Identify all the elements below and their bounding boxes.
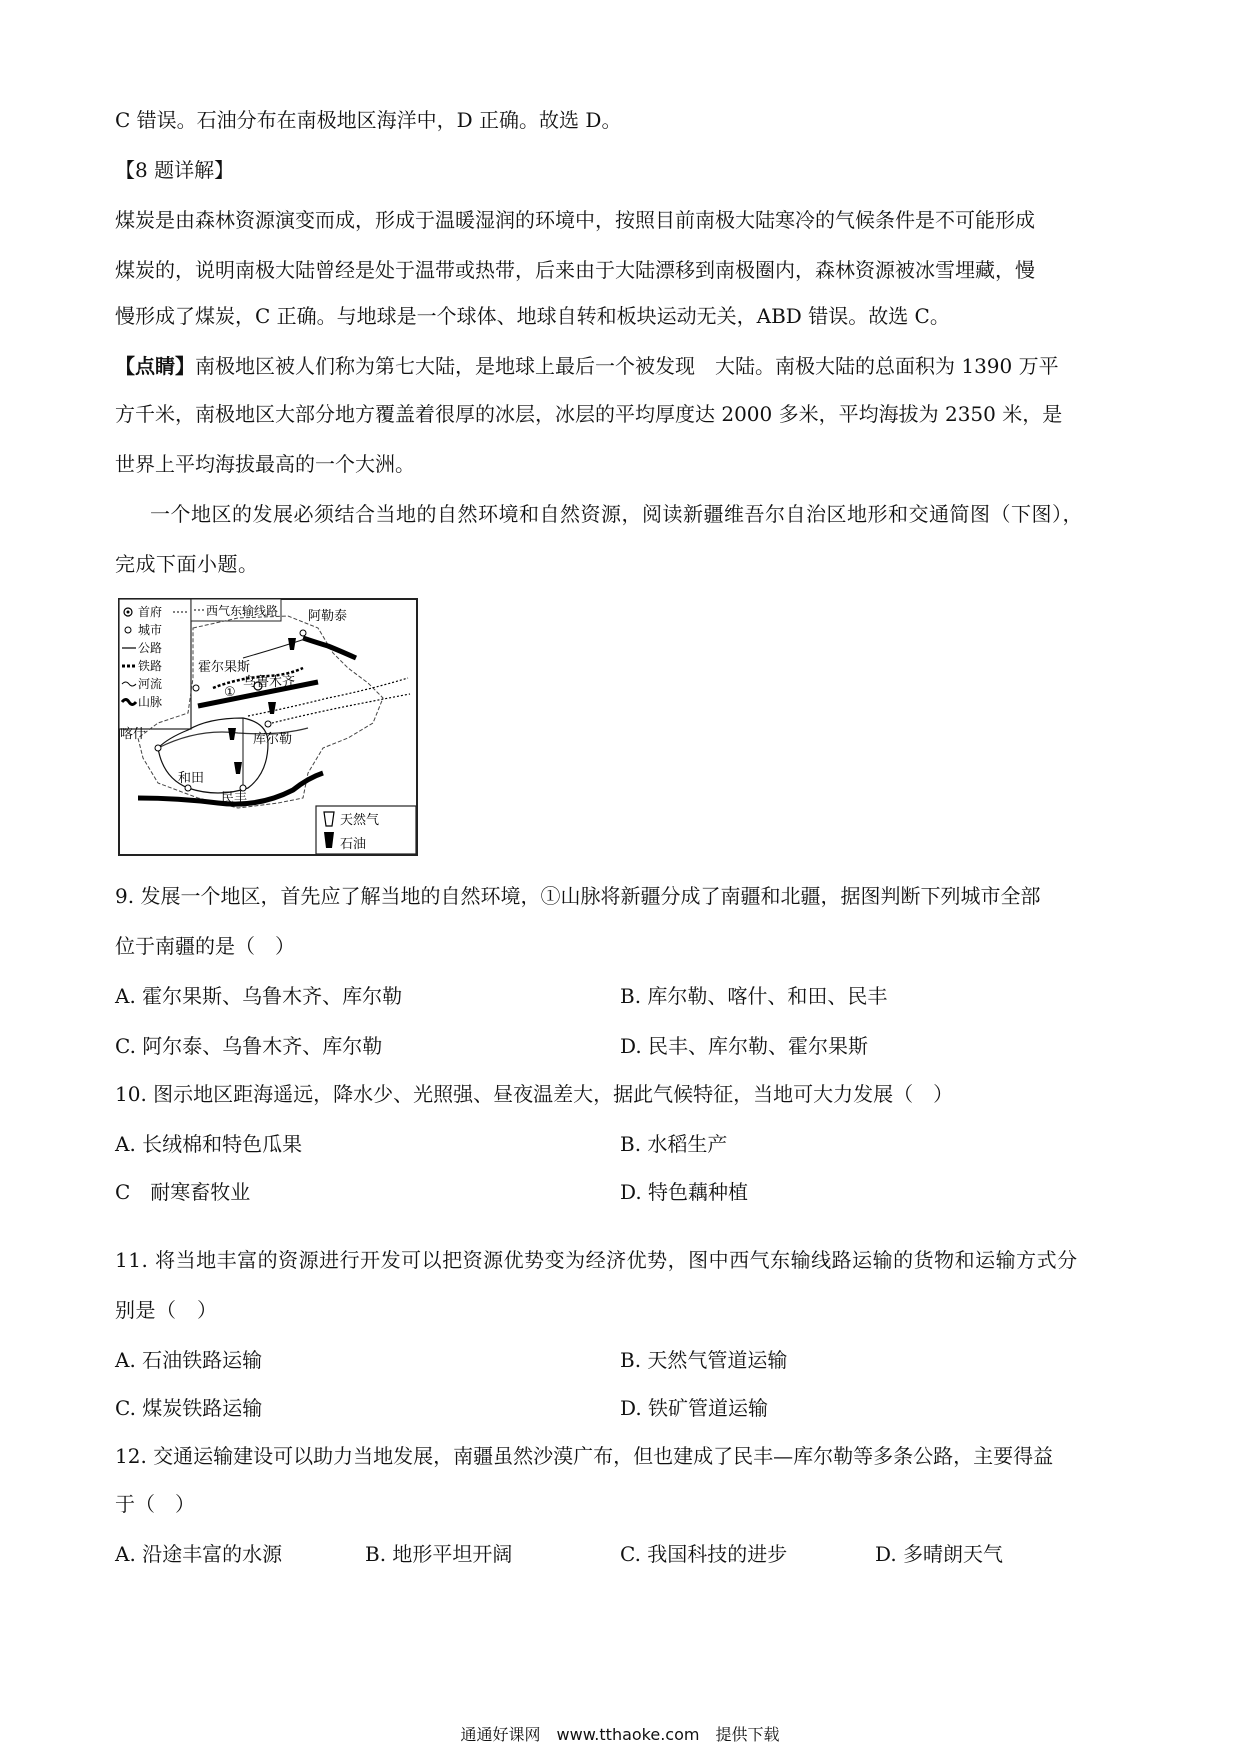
q12-stem: 12. 交通运输建设可以助力当地发展，南疆虽然沙漠广布，但也建成了民丰—库尔勒等多条公路，主要得益 <box>115 1444 1054 1468</box>
city-kashgar: 喀什 <box>120 727 147 742</box>
q9-option-d: D. 民丰、库尔勒、霍尔果斯 <box>620 1034 869 1058</box>
legend-oil: 石油 <box>340 837 367 852</box>
q11-stem: 别是（ ） <box>115 1298 218 1322</box>
text-line: 煤炭是由森林资源演变而成，形成于温暖湿润的环境中，按照目前南极大陆寒冷的气候条件是不可能形成 <box>115 208 1035 232</box>
q10-option-a: A. 长绒棉和特色瓜果 <box>115 1132 303 1156</box>
horgos-city-dot <box>193 685 199 691</box>
city-urumqi: 乌鲁木齐 <box>243 675 296 690</box>
q12-stem: 于（ ） <box>115 1492 195 1516</box>
legend-city: 城市 <box>138 623 163 637</box>
legend-capital: 首府 <box>138 605 163 619</box>
q12-option-d: D. 多晴朗天气 <box>875 1542 1004 1566</box>
q9-option-c: C. 阿尔泰、乌鲁木齐、库尔勒 <box>115 1034 383 1058</box>
text-line: 方千米，南极地区大部分地方覆盖着很厚的冰层，冰层的平均厚度达 2000 多米，平均海拔为 2350 米，是 <box>115 402 1063 426</box>
q11-option-a: A. 石油铁路运输 <box>115 1348 263 1372</box>
city-korla: 库尔勒 <box>253 732 293 747</box>
q10-option-b: B. 水稻生产 <box>620 1132 728 1156</box>
q10-option-d: D. 特色藕种植 <box>620 1180 749 1204</box>
q12-option-c: C. 我国科技的进步 <box>620 1542 788 1566</box>
legend-river: 河流 <box>138 677 163 691</box>
legend-railway: 铁路 <box>138 659 163 673</box>
q9-stem: 9. 发展一个地区，首先应了解当地的自然环境，①山脉将新疆分成了南疆和北疆，据图判断下列城市全部 <box>115 884 1041 908</box>
tip-tag: 【点睛】 <box>115 354 195 378</box>
q9-stem: 位于南疆的是（ ） <box>115 934 295 958</box>
q12-option-a: A. 沿途丰富的水源 <box>115 1542 283 1566</box>
q10-stem: 10. 图示地区距海遥远，降水少、光照强、昼夜温差大，据此气候特征，当地可大力发展（ ） <box>115 1082 954 1106</box>
gas-symbol <box>324 812 334 826</box>
tip-text: 南极地区被人们称为第七大陆，是地球上最后一个被发现 大陆。南极大陆的总面积为 1390 万平 <box>195 354 1059 378</box>
q9-option-a: A. 霍尔果斯、乌鲁木齐、库尔勒 <box>115 984 403 1008</box>
intro-line: 一个地区的发展必须结合当地的自然环境和自然资源，阅读新疆维吾尔自治区地形和交通简图（下图）， <box>150 502 1083 526</box>
q11-stem: 11. 将当地丰富的资源进行开发可以把资源优势变为经济优势，图中西气东输线路运输的货物和运输方式分 <box>115 1248 1078 1272</box>
marker-1: ① <box>224 685 236 700</box>
text-line: 煤炭的，说明南极大陆曾经是处于温带或热带，后来由于大陆漂移到南极圈内，森林资源被冰雪埋藏，慢 <box>115 258 1035 282</box>
q12-option-b: B. 地形平坦开阔 <box>365 1542 513 1566</box>
xinjiang-map <box>118 598 418 856</box>
page-footer: 通通好课网 www.tthaoke.com 提供下载 <box>460 1725 780 1744</box>
text-line: 世界上平均海拔最高的一个大洲。 <box>115 452 415 476</box>
q9-option-b: B. 库尔勒、喀什、和田、民丰 <box>620 984 888 1008</box>
text-line: 慢形成了煤炭，C 正确。与地球是一个球体、地球自转和板块运动无关，ABD 错误。故选 C。 <box>115 304 950 328</box>
legend-pipeline: 西气东输线路 <box>206 604 279 618</box>
city-hotan: 和田 <box>178 771 205 786</box>
q10-option-c: C 耐寒畜牧业 <box>115 1180 251 1204</box>
intro-line: 完成下面小题。 <box>115 552 259 576</box>
legend-road: 公路 <box>138 641 163 655</box>
section-heading: 【8 题详解】 <box>115 158 235 182</box>
q11-option-c: C. 煤炭铁路运输 <box>115 1396 263 1420</box>
legend-mountain: 山脉 <box>138 695 163 709</box>
q11-option-b: B. 天然气管道运输 <box>620 1348 788 1372</box>
city-minfeng: 民丰 <box>221 791 248 806</box>
korla-city-dot <box>265 721 271 727</box>
text-line <box>115 352 1059 380</box>
altay-city-dot <box>300 630 306 636</box>
q11-option-d: D. 铁矿管道运输 <box>620 1396 769 1420</box>
text-line: C 错误。石油分布在南极地区海洋中，D 正确。故选 D。 <box>115 108 622 132</box>
legend-gas: 天然气 <box>340 813 380 828</box>
city-horgos: 霍尔果斯 <box>198 660 251 675</box>
kashgar-city-dot <box>155 745 161 751</box>
city-altay: 阿勒泰 <box>308 609 348 624</box>
